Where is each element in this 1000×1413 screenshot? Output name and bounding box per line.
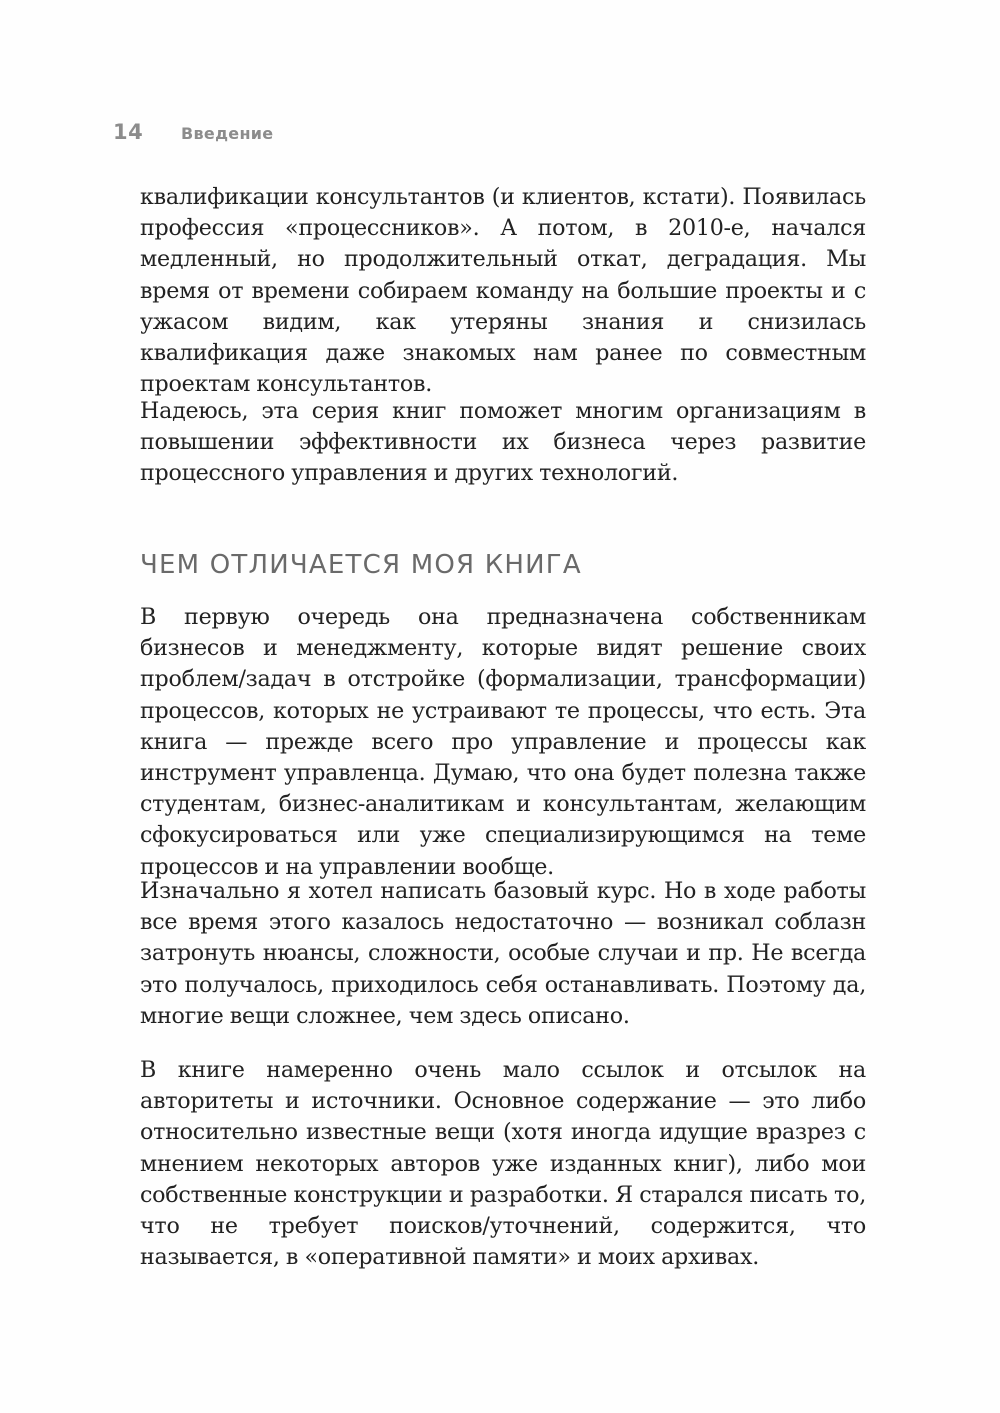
paragraph-text: Изначально я хотел написать базовый курс. Но в ходе работы все время этого казалось недостаточно — возникал соблазн затронуть нюансы, сложности, особые случаи и пр. Не всегда это получалось, приходилось себя останавливать. Поэтому да, многие вещи сложнее, чем здесь описано. (140, 878, 866, 1029)
paragraph-text: квалификации консультантов (и клиентов, кстати). Появилась профессия «процессников». А потом, в 2010-е, начался медленный, но продолжительный откат, деградация. Мы время от времени собираем команду на большие проекты и с ужасом видим, как утеряны знания и снизилась квалификация даже знакомых нам ранее по совместным проектам консультантов. (140, 184, 866, 398)
paragraph-text: Надеюсь, эта серия книг поможет многим организациям в повышении эффективности их бизнеса через развитие процессного управления и других технологий. (140, 398, 866, 487)
section-heading: ЧЕМ ОТЛИЧАЕТСЯ МОЯ КНИГА (140, 550, 582, 580)
paragraph-text: В первую очередь она предназначена собственникам бизнесов и менеджменту, которые видят решение своих проблем/задач в отстройке (формализации, трансформации) процессов, которых не устраивают те процессы, что есть. Эта книга — прежде всего про управление и процессы как инструмент управленца. Думаю, что она будет полезна также студентам, бизнес-аналитикам и консультантам, желающим сфокусироваться или уже специализирующимся на теме процессов и на управлении вообще. (140, 604, 866, 880)
paragraph-audience (140, 602, 866, 883)
paragraph-text: В книге намеренно очень мало ссылок и отсылок на авторитеты и источники. Основное содержание — это либо относительно известные вещи (хотя иногда идущие вразрез с мнением некоторых авторов уже изданных книг), либо мои собственные конструкции и разработки. Я старался писать то, что не требует поисков/уточнений, содержится, что называется, в «оперативной памяти» и моих архивах. (140, 1057, 866, 1271)
chapter-title: Введение (181, 124, 274, 143)
paragraph-hope (140, 396, 866, 490)
page-number: 14 (113, 120, 144, 144)
paragraph-references (140, 1055, 866, 1273)
running-head (113, 120, 273, 150)
paragraph-basic-course (140, 876, 866, 1032)
paragraph-qualification (140, 182, 866, 400)
